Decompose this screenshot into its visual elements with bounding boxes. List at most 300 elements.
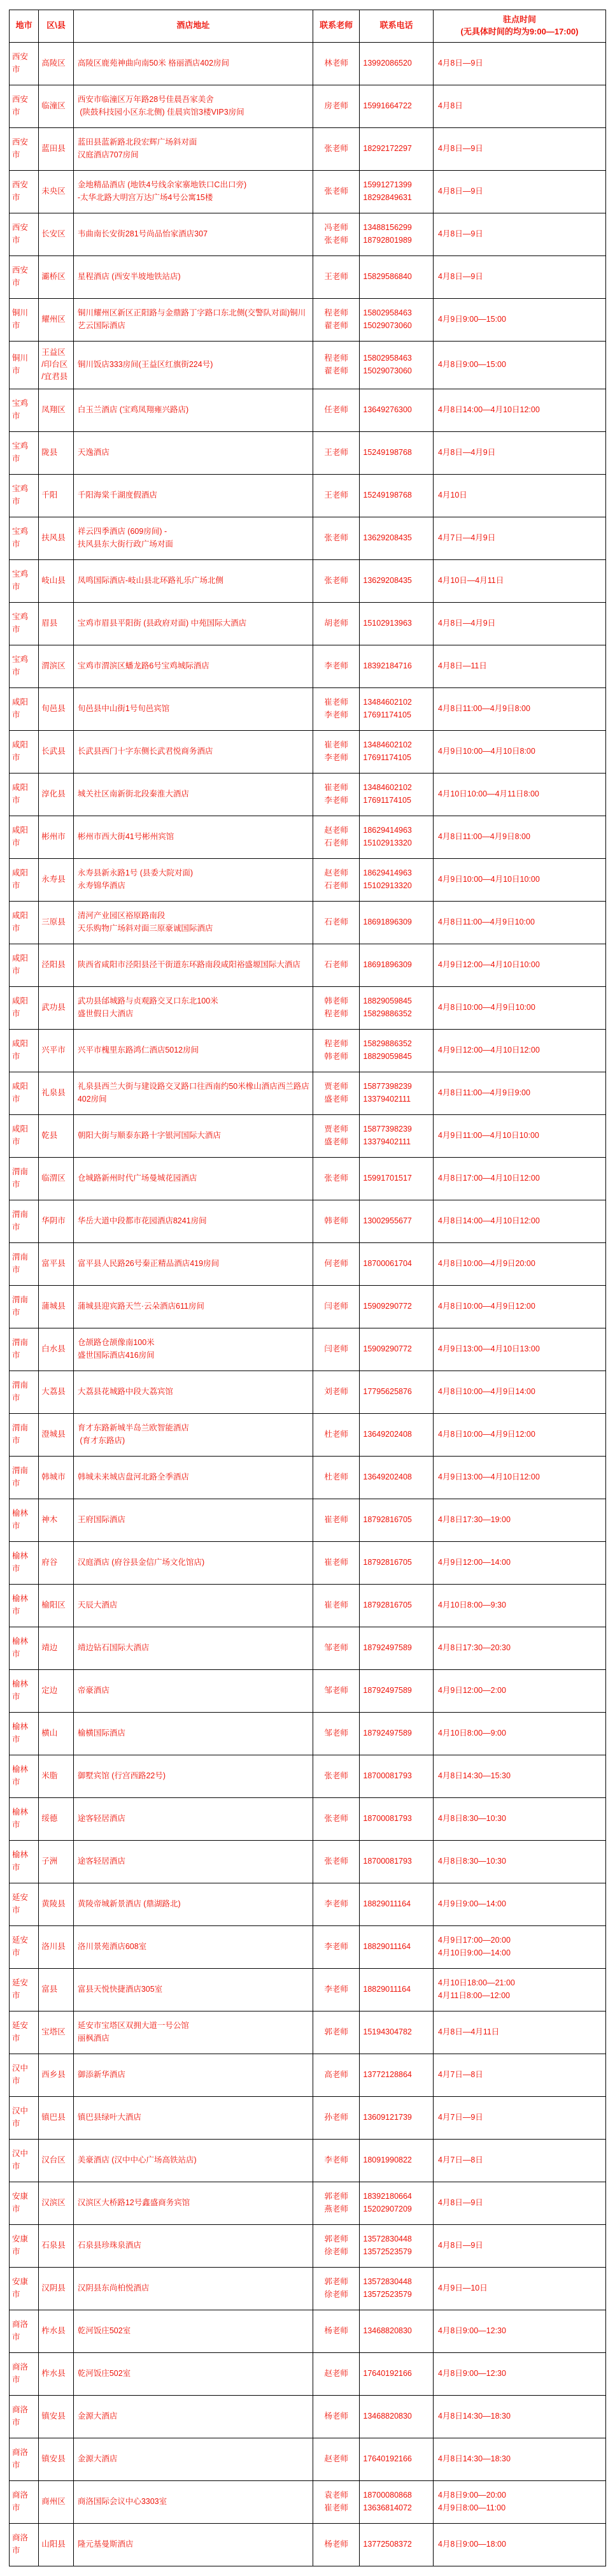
cell-address: 富平县人民路26号秦正精品酒店419房间 [73, 1242, 313, 1285]
cell-city: 西安市 [10, 127, 39, 170]
cell-city: 榆林市 [10, 1797, 39, 1840]
cell-address: 白玉兰酒店 (宝鸡凤翔雍兴路店) [73, 389, 313, 431]
cell-city: 安康市 [10, 2224, 39, 2267]
table-row [10, 687, 606, 730]
cell-teacher: 崔老师 李老师 [313, 730, 360, 773]
cell-teacher: 石老师 [313, 944, 360, 986]
table-row [10, 986, 606, 1029]
table-row [10, 1883, 606, 1925]
cell-phone: 13649276300 [360, 389, 434, 431]
cell-county: 大荔县 [39, 1371, 74, 1413]
cell-phone: 13629208435 [360, 559, 434, 602]
cell-city: 咸阳市 [10, 858, 39, 901]
cell-teacher: 崔老师 李老师 [313, 773, 360, 816]
cell-phone: 18392180664 15202907209 [360, 2182, 434, 2224]
table-row [10, 389, 606, 431]
cell-time: 4月8日10:00—4月9日10:00 [433, 986, 605, 1029]
cell-teacher: 李老师 [313, 2139, 360, 2182]
cell-teacher: 郭老师 燕老师 [313, 2182, 360, 2224]
cell-county: 长安区 [39, 213, 74, 255]
cell-city: 榆林市 [10, 1755, 39, 1797]
cell-time: 4月8日8:30—10:30 [433, 1840, 605, 1883]
cell-time: 4月9日10:00—4月10日8:00 [433, 730, 605, 773]
cell-phone: 18700081793 [360, 1797, 434, 1840]
cell-teacher: 韩老师 [313, 1200, 360, 1242]
hotel-contact-table [9, 10, 606, 2566]
cell-phone: 13629208435 [360, 517, 434, 559]
cell-address: 仓城路新州时代广场曼城花园酒店 [73, 1157, 313, 1200]
cell-county: 富县 [39, 1968, 74, 2011]
cell-teacher: 赵老师 [313, 2438, 360, 2480]
cell-teacher: 房老师 [313, 85, 360, 127]
cell-phone: 13468820830 [360, 2395, 434, 2438]
cell-city: 咸阳市 [10, 816, 39, 858]
cell-address: 王府国际酒店 [73, 1499, 313, 1541]
cell-address: 金源大酒店 [73, 2438, 313, 2480]
table-row [10, 1541, 606, 1584]
cell-city: 咸阳市 [10, 901, 39, 944]
cell-teacher: 闫老师 [313, 1328, 360, 1371]
cell-teacher: 刘老师 [313, 1371, 360, 1413]
table-row [10, 1157, 606, 1200]
cell-phone: 13572830448 13572523579 [360, 2267, 434, 2310]
cell-county: 临渭区 [39, 1157, 74, 1200]
table-row [10, 474, 606, 517]
cell-city: 商洛市 [10, 2395, 39, 2438]
cell-county: 宝塔区 [39, 2011, 74, 2054]
table-row [10, 2395, 606, 2438]
cell-city: 宝鸡市 [10, 431, 39, 474]
table-row [10, 1413, 606, 1456]
table-body [10, 42, 606, 2566]
table-row [10, 730, 606, 773]
cell-county: 王益区 /印台区 /宜君县 [39, 341, 74, 389]
cell-teacher: 崔老师 [313, 1541, 360, 1584]
cell-city: 商洛市 [10, 2480, 39, 2523]
cell-address: 蓝田县蓝新路北段宏辉广场斜对面 汉庭酒店707房间 [73, 127, 313, 170]
cell-address: 礼泉县西兰大街与建设路交叉路口往西南约50米橡山酒店西兰路店402房间 [73, 1072, 313, 1114]
col-header-time-title: 驻点时间 [502, 15, 536, 24]
table-row [10, 1755, 606, 1797]
cell-time: 4月8日14:00—4月10日12:00 [433, 1200, 605, 1242]
table-row [10, 858, 606, 901]
cell-county: 镇安县 [39, 2395, 74, 2438]
cell-time: 4月8日17:00—4月10日12:00 [433, 1157, 605, 1200]
cell-phone: 18829011164 [360, 1925, 434, 1968]
cell-time: 4月10日8:00—9:00 [433, 1712, 605, 1755]
cell-address: 铜川耀州区新区正阳路与金鼎路丁字路口东北侧(交警队对面)铜川艺云国际酒店 [73, 298, 313, 341]
cell-teacher: 任老师 [313, 389, 360, 431]
cell-time: 4月8日10:00—4月9日12:00 [433, 1413, 605, 1456]
cell-county: 榆阳区 [39, 1584, 74, 1627]
cell-county: 米脂 [39, 1755, 74, 1797]
cell-city: 咸阳市 [10, 944, 39, 986]
cell-phone: 18792497589 [360, 1669, 434, 1712]
cell-teacher: 杜老师 [313, 1413, 360, 1456]
table-row [10, 1840, 606, 1883]
table-row [10, 1072, 606, 1114]
table-row [10, 773, 606, 816]
cell-county: 淳化县 [39, 773, 74, 816]
cell-county: 柞水县 [39, 2352, 74, 2395]
cell-time: 4月8日11:00—4月9日9:00 [433, 1072, 605, 1114]
cell-city: 延安市 [10, 1883, 39, 1925]
cell-time: 4月7日—4月9日 [433, 517, 605, 559]
cell-phone: 15991664722 [360, 85, 434, 127]
table-row [10, 85, 606, 127]
cell-city: 安康市 [10, 2267, 39, 2310]
cell-teacher: 郭老师 徐老师 [313, 2224, 360, 2267]
cell-time: 4月10日 [433, 474, 605, 517]
cell-time: 4月7日—8日 [433, 2054, 605, 2096]
cell-phone: 15829886352 18829059845 [360, 1029, 434, 1072]
cell-address: 天逸酒店 [73, 431, 313, 474]
cell-time: 4月8日9:00—18:00 [433, 2523, 605, 2566]
cell-phone: 18700081793 [360, 1840, 434, 1883]
cell-address: 永寿县新永路1号 (县委大院对面) 永寿锦华酒店 [73, 858, 313, 901]
cell-address: 延安市宝塔区双拥大道一号公馆 丽枫酒店 [73, 2011, 313, 2054]
cell-county: 商州区 [39, 2480, 74, 2523]
cell-address: 富县天悦快捷酒店305室 [73, 1968, 313, 2011]
cell-time: 4月8日—9日 [433, 170, 605, 213]
cell-address: 彬州市西大街41号彬州宾馆 [73, 816, 313, 858]
table-row [10, 1712, 606, 1755]
cell-county: 绥德 [39, 1797, 74, 1840]
cell-phone: 13609121739 [360, 2096, 434, 2139]
cell-address: 宝鸡市渭滨区蟠龙路6号宝鸡城际酒店 [73, 645, 313, 687]
cell-teacher: 贾老师 盛老师 [313, 1072, 360, 1114]
cell-time: 4月10日8:00—9:30 [433, 1584, 605, 1627]
cell-phone: 18691896309 [360, 944, 434, 986]
cell-address: 御墅宾馆 (行宫西路22号) [73, 1755, 313, 1797]
cell-teacher: 王老师 [313, 431, 360, 474]
cell-time: 4月9日—10日 [433, 2267, 605, 2310]
cell-city: 宝鸡市 [10, 559, 39, 602]
cell-city: 咸阳市 [10, 986, 39, 1029]
cell-county: 岐山县 [39, 559, 74, 602]
col-header-address: 酒店地址 [73, 10, 313, 43]
cell-city: 商洛市 [10, 2352, 39, 2395]
cell-time: 4月8日9:00—15:00 [433, 341, 605, 389]
cell-address: 洛川景苑酒店608室 [73, 1925, 313, 1968]
cell-county: 眉县 [39, 602, 74, 645]
cell-city: 宝鸡市 [10, 389, 39, 431]
cell-address: 汉阴县东尚柏悦酒店 [73, 2267, 313, 2310]
cell-time: 4月9日9:00—15:00 [433, 298, 605, 341]
cell-phone: 18700081793 [360, 1755, 434, 1797]
cell-teacher: 郭老师 [313, 2011, 360, 2054]
cell-time: 4月8日—9日 [433, 255, 605, 298]
cell-time: 4月8日10:00—4月9日12:00 [433, 1285, 605, 1328]
cell-city: 渭南市 [10, 1242, 39, 1285]
cell-phone: 18292172297 [360, 127, 434, 170]
cell-county: 泾阳县 [39, 944, 74, 986]
cell-teacher: 张老师 [313, 517, 360, 559]
cell-teacher: 张老师 [313, 559, 360, 602]
cell-time: 4月9日11:00—4月10日10:00 [433, 1114, 605, 1157]
cell-county: 汉滨区 [39, 2182, 74, 2224]
cell-time: 4月8日9:00—20:00 4月9日8:00—11:00 [433, 2480, 605, 2523]
table-row [10, 298, 606, 341]
cell-address: 蒲城县迎宾路天竺·云朵酒店611房间 [73, 1285, 313, 1328]
cell-city: 榆林市 [10, 1541, 39, 1584]
cell-county: 耀州区 [39, 298, 74, 341]
cell-teacher: 郭老师 徐老师 [313, 2267, 360, 2310]
cell-time: 4月8日10:00—4月9日14:00 [433, 1371, 605, 1413]
cell-teacher: 张老师 [313, 1840, 360, 1883]
cell-teacher: 张老师 [313, 170, 360, 213]
cell-phone: 17640192166 [360, 2438, 434, 2480]
cell-teacher: 李老师 [313, 1925, 360, 1968]
cell-city: 延安市 [10, 1968, 39, 2011]
cell-phone: 13484602102 17691174105 [360, 730, 434, 773]
cell-time: 4月8日11:00—4月9日8:00 [433, 816, 605, 858]
cell-teacher: 贾老师 盛老师 [313, 1114, 360, 1157]
cell-phone: 13649202408 [360, 1413, 434, 1456]
cell-address: 千阳海棠千湖度假酒店 [73, 474, 313, 517]
cell-time: 4月8日14:30—18:30 [433, 2438, 605, 2480]
cell-address: 星程酒店 (西安半坡地铁站店) [73, 255, 313, 298]
cell-city: 商洛市 [10, 2310, 39, 2352]
table-row [10, 602, 606, 645]
cell-address: 途客轻居酒店 [73, 1840, 313, 1883]
cell-county: 白水县 [39, 1328, 74, 1371]
cell-address: 祥云四季酒店 (609房间) - 扶风县东大街行政广场对面 [73, 517, 313, 559]
cell-city: 西安市 [10, 213, 39, 255]
cell-county: 长武县 [39, 730, 74, 773]
cell-phone: 18792816705 [360, 1541, 434, 1584]
cell-county: 灞桥区 [39, 255, 74, 298]
table-row [10, 559, 606, 602]
cell-phone: 15249198768 [360, 431, 434, 474]
cell-phone: 17795625876 [360, 1371, 434, 1413]
cell-city: 咸阳市 [10, 687, 39, 730]
cell-time: 4月8日11:00—4月9日8:00 [433, 687, 605, 730]
cell-county: 千阳 [39, 474, 74, 517]
cell-teacher: 李老师 [313, 1883, 360, 1925]
cell-time: 4月9日13:00—4月10日13:00 [433, 1328, 605, 1371]
cell-county: 澄城县 [39, 1413, 74, 1456]
cell-teacher: 程老师 翟老师 [313, 341, 360, 389]
cell-time: 4月9日12:00—4月10日12:00 [433, 1029, 605, 1072]
cell-teacher: 韩老师 程老师 [313, 986, 360, 1029]
cell-city: 商洛市 [10, 2438, 39, 2480]
cell-teacher: 胡老师 [313, 602, 360, 645]
cell-address: 西安市临潼区万年路28号佳晨吾家美舍 (陕鼓科技园小区东北侧) 佳晨宾馆3楼VIP3房间 [73, 85, 313, 127]
cell-phone: 18792497589 [360, 1712, 434, 1755]
cell-time: 4月9日10:00—4月10日10:00 [433, 858, 605, 901]
cell-city: 咸阳市 [10, 730, 39, 773]
cell-phone: 18700080868 13636814072 [360, 2480, 434, 2523]
cell-phone: 13484602102 17691174105 [360, 687, 434, 730]
cell-address: 汉庭酒店 (府谷县金信广场文化馆店) [73, 1541, 313, 1584]
cell-city: 咸阳市 [10, 1029, 39, 1072]
cell-county: 神木 [39, 1499, 74, 1541]
table-row [10, 213, 606, 255]
col-header-time [433, 10, 605, 43]
cell-address: 美豪酒店 (汉中中心广场高铁站店) [73, 2139, 313, 2182]
cell-teacher: 孙老师 [313, 2096, 360, 2139]
cell-city: 榆林市 [10, 1584, 39, 1627]
cell-county: 彬州市 [39, 816, 74, 858]
table-row [10, 2182, 606, 2224]
cell-city: 西安市 [10, 255, 39, 298]
table-row [10, 1797, 606, 1840]
cell-time: 4月9日9:00—14:00 [433, 1883, 605, 1925]
cell-time: 4月7日—9日 [433, 2096, 605, 2139]
cell-time: 4月10日18:00—21:00 4月11日8:00—12:00 [433, 1968, 605, 2011]
cell-time: 4月9日12:00—2:00 [433, 1669, 605, 1712]
cell-county: 汉台区 [39, 2139, 74, 2182]
cell-address: 长武县西门十字东侧长武君悦商务酒店 [73, 730, 313, 773]
cell-address: 朝阳大街与顺泰东路十字银河国际大酒店 [73, 1114, 313, 1157]
cell-city: 榆林市 [10, 1669, 39, 1712]
cell-phone: 18792816705 [360, 1584, 434, 1627]
cell-teacher: 杨老师 [313, 2310, 360, 2352]
cell-address: 榆横国际酒店 [73, 1712, 313, 1755]
cell-phone: 18691896309 [360, 901, 434, 944]
cell-city: 渭南市 [10, 1456, 39, 1499]
table-row [10, 1627, 606, 1669]
cell-phone: 18829011164 [360, 1968, 434, 2011]
table-row [10, 341, 606, 389]
cell-city: 榆林市 [10, 1499, 39, 1541]
cell-teacher: 赵老师 石老师 [313, 816, 360, 858]
cell-teacher: 高老师 [313, 2054, 360, 2096]
cell-county: 山阳县 [39, 2523, 74, 2566]
cell-county: 汉阴县 [39, 2267, 74, 2310]
cell-time: 4月8日—9日 [433, 42, 605, 85]
cell-city: 咸阳市 [10, 1114, 39, 1157]
cell-city: 榆林市 [10, 1627, 39, 1669]
cell-address: 石泉县珍珠泉酒店 [73, 2224, 313, 2267]
cell-time: 4月9日12:00—4月10日10:00 [433, 944, 605, 986]
cell-teacher: 王老师 [313, 255, 360, 298]
cell-teacher: 张老师 [313, 1157, 360, 1200]
cell-address: 帝豪酒店 [73, 1669, 313, 1712]
table-row [10, 1200, 606, 1242]
cell-city: 渭南市 [10, 1413, 39, 1456]
cell-city: 延安市 [10, 1925, 39, 1968]
table-row [10, 1669, 606, 1712]
col-header-time-note: (无具体时间的均为9:00—17:00) [460, 26, 579, 36]
cell-time: 4月8日10:00—4月9日20:00 [433, 1242, 605, 1285]
cell-phone: 13488156299 18792801989 [360, 213, 434, 255]
cell-phone: 18829059845 15829886352 [360, 986, 434, 1029]
cell-teacher: 王老师 [313, 474, 360, 517]
cell-city: 宝鸡市 [10, 645, 39, 687]
cell-phone: 13002955677 [360, 1200, 434, 1242]
table-row [10, 2054, 606, 2096]
cell-teacher: 李老师 [313, 645, 360, 687]
cell-county: 蓝田县 [39, 127, 74, 170]
cell-county: 镇安县 [39, 2438, 74, 2480]
cell-teacher: 赵老师 石老师 [313, 858, 360, 901]
cell-city: 铜川市 [10, 341, 39, 389]
cell-address: 金源大酒店 [73, 2395, 313, 2438]
cell-address: 商洛国际会议中心3303室 [73, 2480, 313, 2523]
cell-city: 榆林市 [10, 1712, 39, 1755]
table-row [10, 431, 606, 474]
cell-phone: 15909290772 [360, 1328, 434, 1371]
cell-county: 石泉县 [39, 2224, 74, 2267]
cell-city: 渭南市 [10, 1285, 39, 1328]
cell-address: 华岳大道中段都市花园酒店8241房间 [73, 1200, 313, 1242]
cell-teacher: 邹老师 [313, 1669, 360, 1712]
table-row [10, 2139, 606, 2182]
cell-address: 汉滨区大桥路12号鑫盛商务宾馆 [73, 2182, 313, 2224]
cell-county: 渭滨区 [39, 645, 74, 687]
cell-teacher: 杨老师 [313, 2523, 360, 2566]
cell-county: 镇巴县 [39, 2096, 74, 2139]
cell-phone: 18792497589 [360, 1627, 434, 1669]
cell-teacher: 张老师 [313, 1797, 360, 1840]
cell-teacher: 崔老师 [313, 1584, 360, 1627]
col-header-phone: 联系电话 [360, 10, 434, 43]
cell-address: 铜川饭店333房间(王益区红旗街224号) [73, 341, 313, 389]
table-row [10, 1456, 606, 1499]
cell-county: 扶风县 [39, 517, 74, 559]
cell-address: 镇巴县绿叶大酒店 [73, 2096, 313, 2139]
cell-address: 武功县邰城路与贞观路交叉口东北100米 盛世假日大酒店 [73, 986, 313, 1029]
table-row [10, 2096, 606, 2139]
cell-phone: 18629414963 15102913320 [360, 858, 434, 901]
cell-county: 定边 [39, 1669, 74, 1712]
cell-address: 隆元基曼斯酒店 [73, 2523, 313, 2566]
cell-time: 4月8日14:00—4月10日12:00 [433, 389, 605, 431]
cell-county: 子洲 [39, 1840, 74, 1883]
cell-city: 宝鸡市 [10, 517, 39, 559]
cell-city: 西安市 [10, 42, 39, 85]
cell-time: 4月8日—9日 [433, 2224, 605, 2267]
table-row [10, 517, 606, 559]
col-header-city: 地市 [10, 10, 39, 43]
cell-city: 渭南市 [10, 1328, 39, 1371]
table-row [10, 816, 606, 858]
cell-teacher: 张老师 [313, 1755, 360, 1797]
cell-teacher: 冯老师 张老师 [313, 213, 360, 255]
cell-phone: 18700061704 [360, 1242, 434, 1285]
cell-address: 天辰大酒店 [73, 1584, 313, 1627]
cell-county: 永寿县 [39, 858, 74, 901]
cell-address: 仓颉路仓颉像南100米 盛世国际酒店416房间 [73, 1328, 313, 1371]
table-row [10, 1371, 606, 1413]
table-row [10, 2480, 606, 2523]
cell-address: 乾河饭庄502室 [73, 2310, 313, 2352]
cell-time: 4月10日10:00—4月11日8:00 [433, 773, 605, 816]
cell-city: 汉中市 [10, 2096, 39, 2139]
table-row [10, 1328, 606, 1371]
table-row [10, 1968, 606, 2011]
cell-address: 陕西省咸阳市泾阳县泾干街道东环路南段咸阳裕盛塬国际大酒店 [73, 944, 313, 986]
cell-county: 府谷 [39, 1541, 74, 1584]
cell-teacher: 程老师 韩老师 [313, 1029, 360, 1072]
cell-phone: 15991271399 18292849631 [360, 170, 434, 213]
cell-city: 延安市 [10, 2011, 39, 2054]
cell-phone: 15877398239 13379402111 [360, 1114, 434, 1157]
col-header-teacher: 联系老师 [313, 10, 360, 43]
cell-county: 高陵区 [39, 42, 74, 85]
cell-county: 临潼区 [39, 85, 74, 127]
table-row [10, 170, 606, 213]
cell-county: 乾县 [39, 1114, 74, 1157]
cell-teacher: 袁老师 崔老师 [313, 2480, 360, 2523]
cell-phone: 18629414963 15102913320 [360, 816, 434, 858]
cell-time: 4月8日—9日 [433, 127, 605, 170]
cell-time: 4月9日13:00—4月10日12:00 [433, 1456, 605, 1499]
cell-phone: 18792816705 [360, 1499, 434, 1541]
cell-teacher: 杨老师 [313, 2395, 360, 2438]
